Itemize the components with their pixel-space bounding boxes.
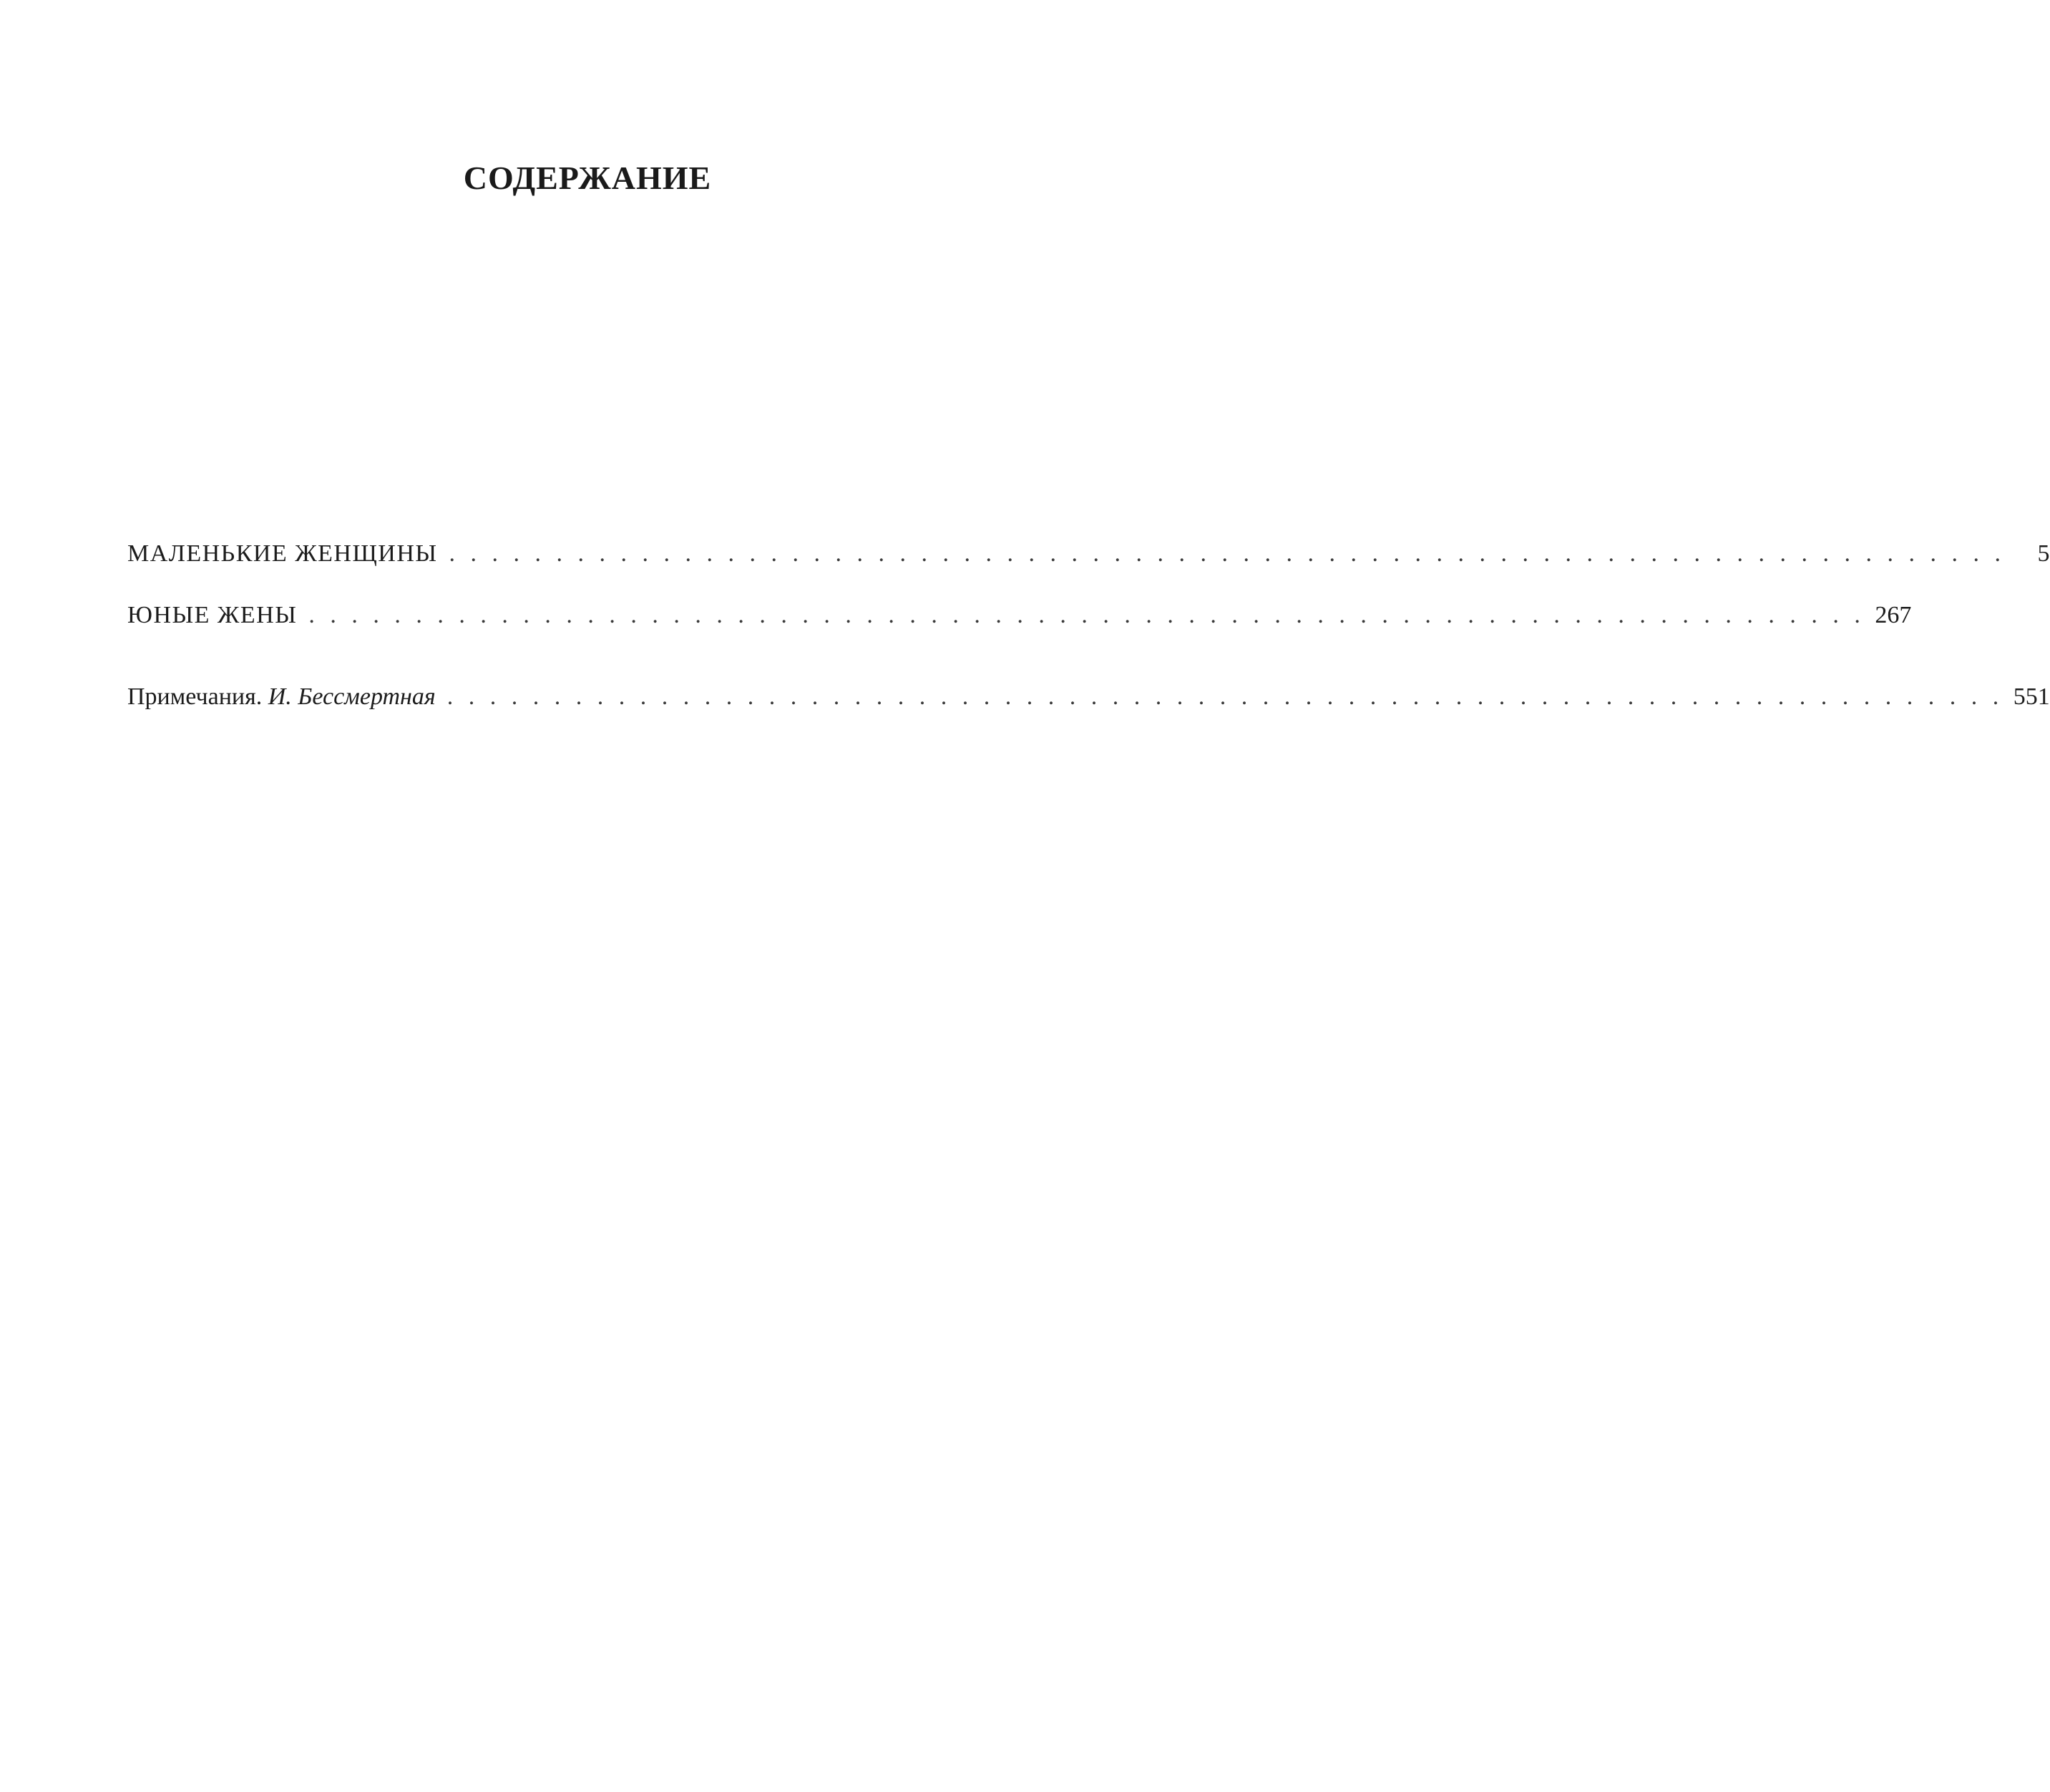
toc-page-number: 551: [2013, 683, 2050, 710]
toc-entry-label: ЮНЫЕ ЖЕНЫ: [127, 602, 298, 628]
dot-leader: . . . . . . . . . . . . . . . . . . . . . . . . . . . . . . . . . . . . . . . . . . . . . . . . . . . . . . . . . . . . . . . . . . . . . . . . .: [449, 540, 2006, 567]
toc-entry-little-women[interactable]: [127, 538, 2050, 570]
dot-leader: . . . . . . . . . . . . . . . . . . . . . . . . . . . . . . . . . . . . . . . . . . . . . . . . . . . . . . . . . . . . . . . . . . . . . . . . .: [308, 602, 1865, 628]
toc-page-number: 5: [2037, 540, 2050, 567]
notes-label: Примечания.: [127, 683, 263, 710]
notes-author: И. Бессмертная: [268, 683, 436, 710]
toc-page-number: 267: [1875, 602, 1912, 628]
dot-leader: . . . . . . . . . . . . . . . . . . . . . . . . . . . . . . . . . . . . . . . . . . . . . . . . . . . . . . . . . . . . . . . . . . . . . . . . .: [446, 683, 2003, 710]
toc-entry-label: МАЛЕНЬКИЕ ЖЕНЩИНЫ: [127, 540, 438, 567]
toc-entry-notes[interactable]: [127, 681, 2050, 713]
toc-entry-label: [127, 681, 436, 713]
page-title: СОДЕРЖАНИЕ: [463, 160, 712, 196]
toc-entry-young-wives[interactable]: [127, 600, 1912, 631]
